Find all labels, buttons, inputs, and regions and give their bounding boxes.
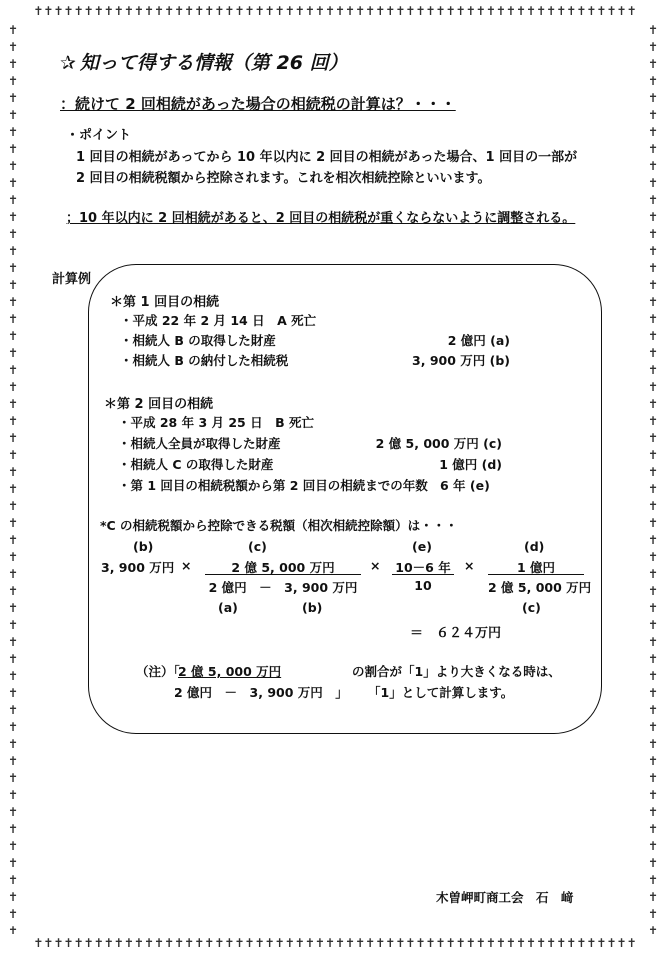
page-title xyxy=(60,48,348,75)
note-ratio-text: の割合が「1」より大きくなる時は、 xyxy=(352,664,561,679)
second-item-1-value: 2 億 5, 000 万円 (c) xyxy=(375,436,502,451)
first-item-2-value: 3, 900 万円 (b) xyxy=(412,353,510,368)
label-c-top: (c) xyxy=(248,539,267,554)
fraction-3-bar xyxy=(488,574,584,575)
border-right: ✝✝✝✝✝✝✝✝✝✝✝✝✝✝✝✝✝✝✝✝✝✝✝✝✝✝✝✝✝✝✝✝✝✝✝✝✝✝✝✝✝✝✝✝✝✝✝✝✝✝✝✝✝✝ xyxy=(648,23,659,934)
first-date: ・平成 22 年 2 月 14 日 A 死亡 xyxy=(120,313,317,328)
fraction-1-denominator: 2 億円 － 3, 900 万円 xyxy=(208,580,358,595)
fraction-2-numerator: 10－6 年 xyxy=(395,560,451,575)
point-summary: ；10 年以内に 2 回相続があると、2 回目の相続税が重くならないように調整される。 xyxy=(66,211,576,226)
border-top: ✝✝✝✝✝✝✝✝✝✝✝✝✝✝✝✝✝✝✝✝✝✝✝✝✝✝✝✝✝✝✝✝✝✝✝✝✝✝✝✝✝✝✝✝✝✝✝✝✝✝✝✝✝✝✝✝✝✝✝✝ xyxy=(33,4,637,18)
border-left: ✝✝✝✝✝✝✝✝✝✝✝✝✝✝✝✝✝✝✝✝✝✝✝✝✝✝✝✝✝✝✝✝✝✝✝✝✝✝✝✝✝✝✝✝✝✝✝✝✝✝✝✝✝✝ xyxy=(8,23,19,934)
second-date: ・平成 28 年 3 月 25 日 B 死亡 xyxy=(118,415,314,430)
label-d-top: (d) xyxy=(524,539,545,554)
label-e-top: (e) xyxy=(412,539,432,554)
point-line-2: 2 回目の相続税額から控除されます。これを相次相続控除といいます。 xyxy=(76,171,491,186)
formula-result: ＝ ６２４万円 xyxy=(410,626,502,641)
note-denominator: 2 億円 － 3, 900 万円 」 xyxy=(174,685,348,700)
fraction-3-denominator: 2 億 5, 000 万円 xyxy=(488,580,592,595)
border-bottom: ✝✝✝✝✝✝✝✝✝✝✝✝✝✝✝✝✝✝✝✝✝✝✝✝✝✝✝✝✝✝✝✝✝✝✝✝✝✝✝✝✝✝✝✝✝✝✝✝✝✝✝✝✝✝✝✝✝✝✝✝ xyxy=(33,936,637,950)
second-item-2-label: ・相続人 C の取得した財産 xyxy=(118,457,274,472)
first-item-1-value: 2 億円 (a) xyxy=(447,333,510,348)
second-item-2-value: 1 億円 (d) xyxy=(439,457,502,472)
point-heading: ・ポイント xyxy=(66,128,132,143)
times-sign-2: × xyxy=(370,558,381,573)
fraction-3-numerator: 1 億円 xyxy=(516,560,556,575)
fraction-2-bar xyxy=(392,574,454,575)
second-heading: ＊第 2 回目の相続 xyxy=(104,397,214,412)
term-b-value: 3, 900 万円 xyxy=(101,560,175,575)
label-c-bottom: (c) xyxy=(522,600,541,615)
fraction-1-numerator: 2 億 5, 000 万円 xyxy=(231,560,335,575)
label-b-bottom: (b) xyxy=(302,600,323,615)
times-sign-1: × xyxy=(181,558,192,573)
first-heading: ＊第 1 回目の相続 xyxy=(110,295,220,310)
note-prefix: （注）「 xyxy=(136,664,180,679)
first-item-2-label: ・相続人 B の納付した相続税 xyxy=(120,353,289,368)
formula-heading: *C の相続税額から控除できる税額（相次相続控除額）は・・・ xyxy=(100,518,458,533)
second-item-3-label: ・第 1 回目の相続税額から第 2 回目の相続までの年数 xyxy=(118,478,428,493)
second-item-3-value: 6 年 (e) xyxy=(440,478,490,493)
point-line-1: 1 回目の相続があってから 10 年以内に 2 回目の相続があった場合、1 回目の一部が xyxy=(76,150,578,165)
note-suffix: 「1」として計算します。 xyxy=(368,685,514,700)
second-item-1-label: ・相続人全員が取得した財産 xyxy=(118,436,281,451)
label-b-top: (b) xyxy=(133,539,154,554)
page-subtitle: ：続けて 2 回相続があった場合の相続税の計算は？・・・ xyxy=(60,95,456,113)
fraction-1-bar xyxy=(205,574,361,575)
note-numerator: 2 億 5, 000 万円 xyxy=(178,664,282,679)
example-label: 計算例 xyxy=(52,272,92,287)
star-icon: ✰ xyxy=(60,52,76,74)
fraction-2-denominator: 10 xyxy=(414,578,432,593)
first-item-1-label: ・相続人 B の取得した財産 xyxy=(120,333,276,348)
label-a-bottom: (a) xyxy=(218,600,238,615)
times-sign-3: × xyxy=(464,558,475,573)
title-text: 知って得する情報（第 26 回） xyxy=(79,52,348,74)
footer-author: 木曽岬町商工会 石 﨑 xyxy=(436,890,574,905)
